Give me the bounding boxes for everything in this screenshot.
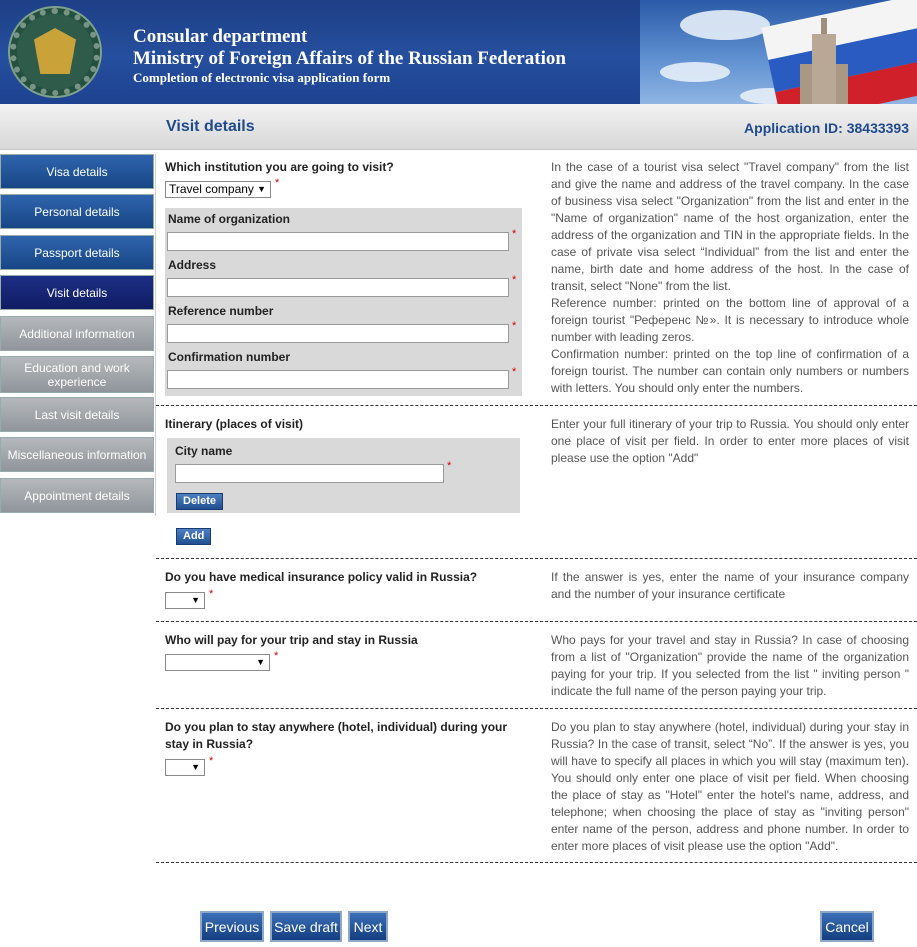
- delete-city-button[interactable]: Delete: [176, 493, 223, 510]
- sidebar-item-visa-details[interactable]: Visa details: [0, 154, 154, 189]
- section-divider: [156, 621, 917, 622]
- confirmation-number-input[interactable]: [167, 370, 509, 389]
- application-id: Application ID: 38433393: [744, 120, 909, 136]
- cancel-button[interactable]: Cancel: [820, 911, 874, 942]
- page-title: Visit details: [166, 118, 255, 135]
- reference-number-input[interactable]: [167, 324, 509, 343]
- section-divider: [156, 862, 917, 863]
- sidebar-item-additional-information[interactable]: Additional information: [0, 316, 154, 351]
- institution-help-text: In the case of a tourist visa select "Travel company" from the list and give the name and address of the travel company. In the case of business visa select "Organization" from the list and enter in the "Name of organization" name of the host organization, enter the address of the organization and TIN in the appropriate fields. In the case of private visa select “Individual” from the list and enter the name, birth date and home address of the host. In the case of transit, select "None" from the list.: [551, 160, 909, 293]
- reference-number-label: Reference number: [168, 304, 274, 318]
- reference-help-text: Reference number: printed on the bottom line of approval of a foreign tourist "Референс №». It is necessary to introduce whole number with leading zeros.: [551, 296, 909, 344]
- confirmation-help-text: Confirmation number: printed on the top line of confirmation of a foreign tourist. The number can contain only numbers or numbers with letters. You should only enter the numbers.: [551, 347, 909, 395]
- required-marker: *: [209, 755, 214, 767]
- header-department: Consular department: [133, 26, 308, 47]
- section-divider: [156, 708, 917, 709]
- institution-selected-value: Travel company: [169, 182, 254, 196]
- stay-help-text: Do you plan to stay anywhere (hotel, individual) during your stay in Russia? In the case of transit, select “No”. If the answer is yes, you will have to specify all places in which you will stay (maximum ten). You should only enter one place of visit per field. When choosing the place of stay as "Hotel" enter the hotel's name, address, and telephone; when choosing the place of stay as "inviting person" enter name of the person, address and phone number. In order to enter more places of visit please use the option "Add".: [551, 720, 909, 853]
- section-divider: [156, 405, 917, 406]
- chevron-down-icon: ▼: [191, 595, 200, 605]
- address-label: Address: [168, 258, 217, 272]
- sidebar-item-last-visit[interactable]: Last visit details: [0, 397, 154, 432]
- city-name-label: City name: [175, 444, 233, 458]
- title-bar: [0, 104, 917, 150]
- required-marker: *: [512, 274, 517, 286]
- required-marker: *: [447, 460, 452, 472]
- itinerary-question: Itinerary (places of visit): [165, 417, 304, 431]
- chevron-down-icon: ▼: [256, 657, 265, 667]
- save-draft-button[interactable]: Save draft: [270, 911, 342, 942]
- organization-name-label: Name of organization: [168, 212, 291, 226]
- header-subtitle: Completion of electronic visa application form: [133, 70, 391, 85]
- itinerary-help-text: Enter your full itinerary of your trip to Russia. You should only enter one place of visit per field. In order to enter more places of visit please use the option "Add": [551, 417, 909, 465]
- chevron-down-icon: ▼: [191, 762, 200, 772]
- required-marker: *: [209, 588, 214, 600]
- required-marker: *: [512, 228, 517, 240]
- organization-name-input[interactable]: [167, 232, 509, 251]
- city-name-input[interactable]: [175, 464, 444, 483]
- sidebar-item-education-work[interactable]: Education and work experience: [0, 356, 154, 393]
- chevron-down-icon: ▼: [257, 184, 266, 194]
- payer-select[interactable]: [165, 654, 270, 671]
- sidebar-item-appointment[interactable]: Appointment details: [0, 478, 154, 513]
- sidebar-item-miscellaneous[interactable]: Miscellaneous information: [0, 437, 154, 472]
- insurance-help-text: If the answer is yes, enter the name of your insurance company and the number of your insurance certificate: [551, 570, 909, 601]
- consular-emblem-logo: [8, 6, 102, 98]
- section-divider: [156, 558, 917, 559]
- add-city-button[interactable]: Add: [176, 528, 211, 545]
- address-input[interactable]: [167, 278, 509, 297]
- required-marker: *: [512, 366, 517, 378]
- stay-select[interactable]: [165, 759, 205, 776]
- payer-help-text: Who pays for your travel and stay in Russia? In case of choosing from a list of "Organization" provide the name of the organization paying for your trip. If you selected from the list " inviting person " indicate the full name of the person paying your trip.: [551, 633, 909, 698]
- required-marker: *: [274, 650, 279, 662]
- site-header: [0, 0, 917, 104]
- stay-question: Do you plan to stay anywhere (hotel, individual) during your stay in Russia?: [165, 720, 508, 751]
- sidebar-item-visit-details[interactable]: Visit details: [0, 275, 154, 310]
- required-marker: *: [275, 177, 280, 189]
- sidebar-item-passport-details[interactable]: Passport details: [0, 235, 154, 270]
- confirmation-number-label: Confirmation number: [168, 350, 290, 364]
- payer-question: Who will pay for your trip and stay in Russia: [165, 633, 418, 647]
- insurance-select[interactable]: [165, 592, 205, 609]
- required-marker: *: [512, 320, 517, 332]
- institution-question: Which institution you are going to visit?: [165, 160, 394, 174]
- insurance-question: Do you have medical insurance policy valid in Russia?: [165, 570, 478, 584]
- sidebar-nav: [0, 154, 156, 516]
- next-button[interactable]: Next: [348, 911, 388, 942]
- ministry-building-image: [800, 18, 848, 104]
- sidebar-item-personal-details[interactable]: Personal details: [0, 194, 154, 229]
- institution-select[interactable]: [165, 181, 271, 198]
- header-ministry: Ministry of Foreign Affairs of the Russian Federation: [133, 48, 566, 69]
- previous-button[interactable]: Previous: [200, 911, 264, 942]
